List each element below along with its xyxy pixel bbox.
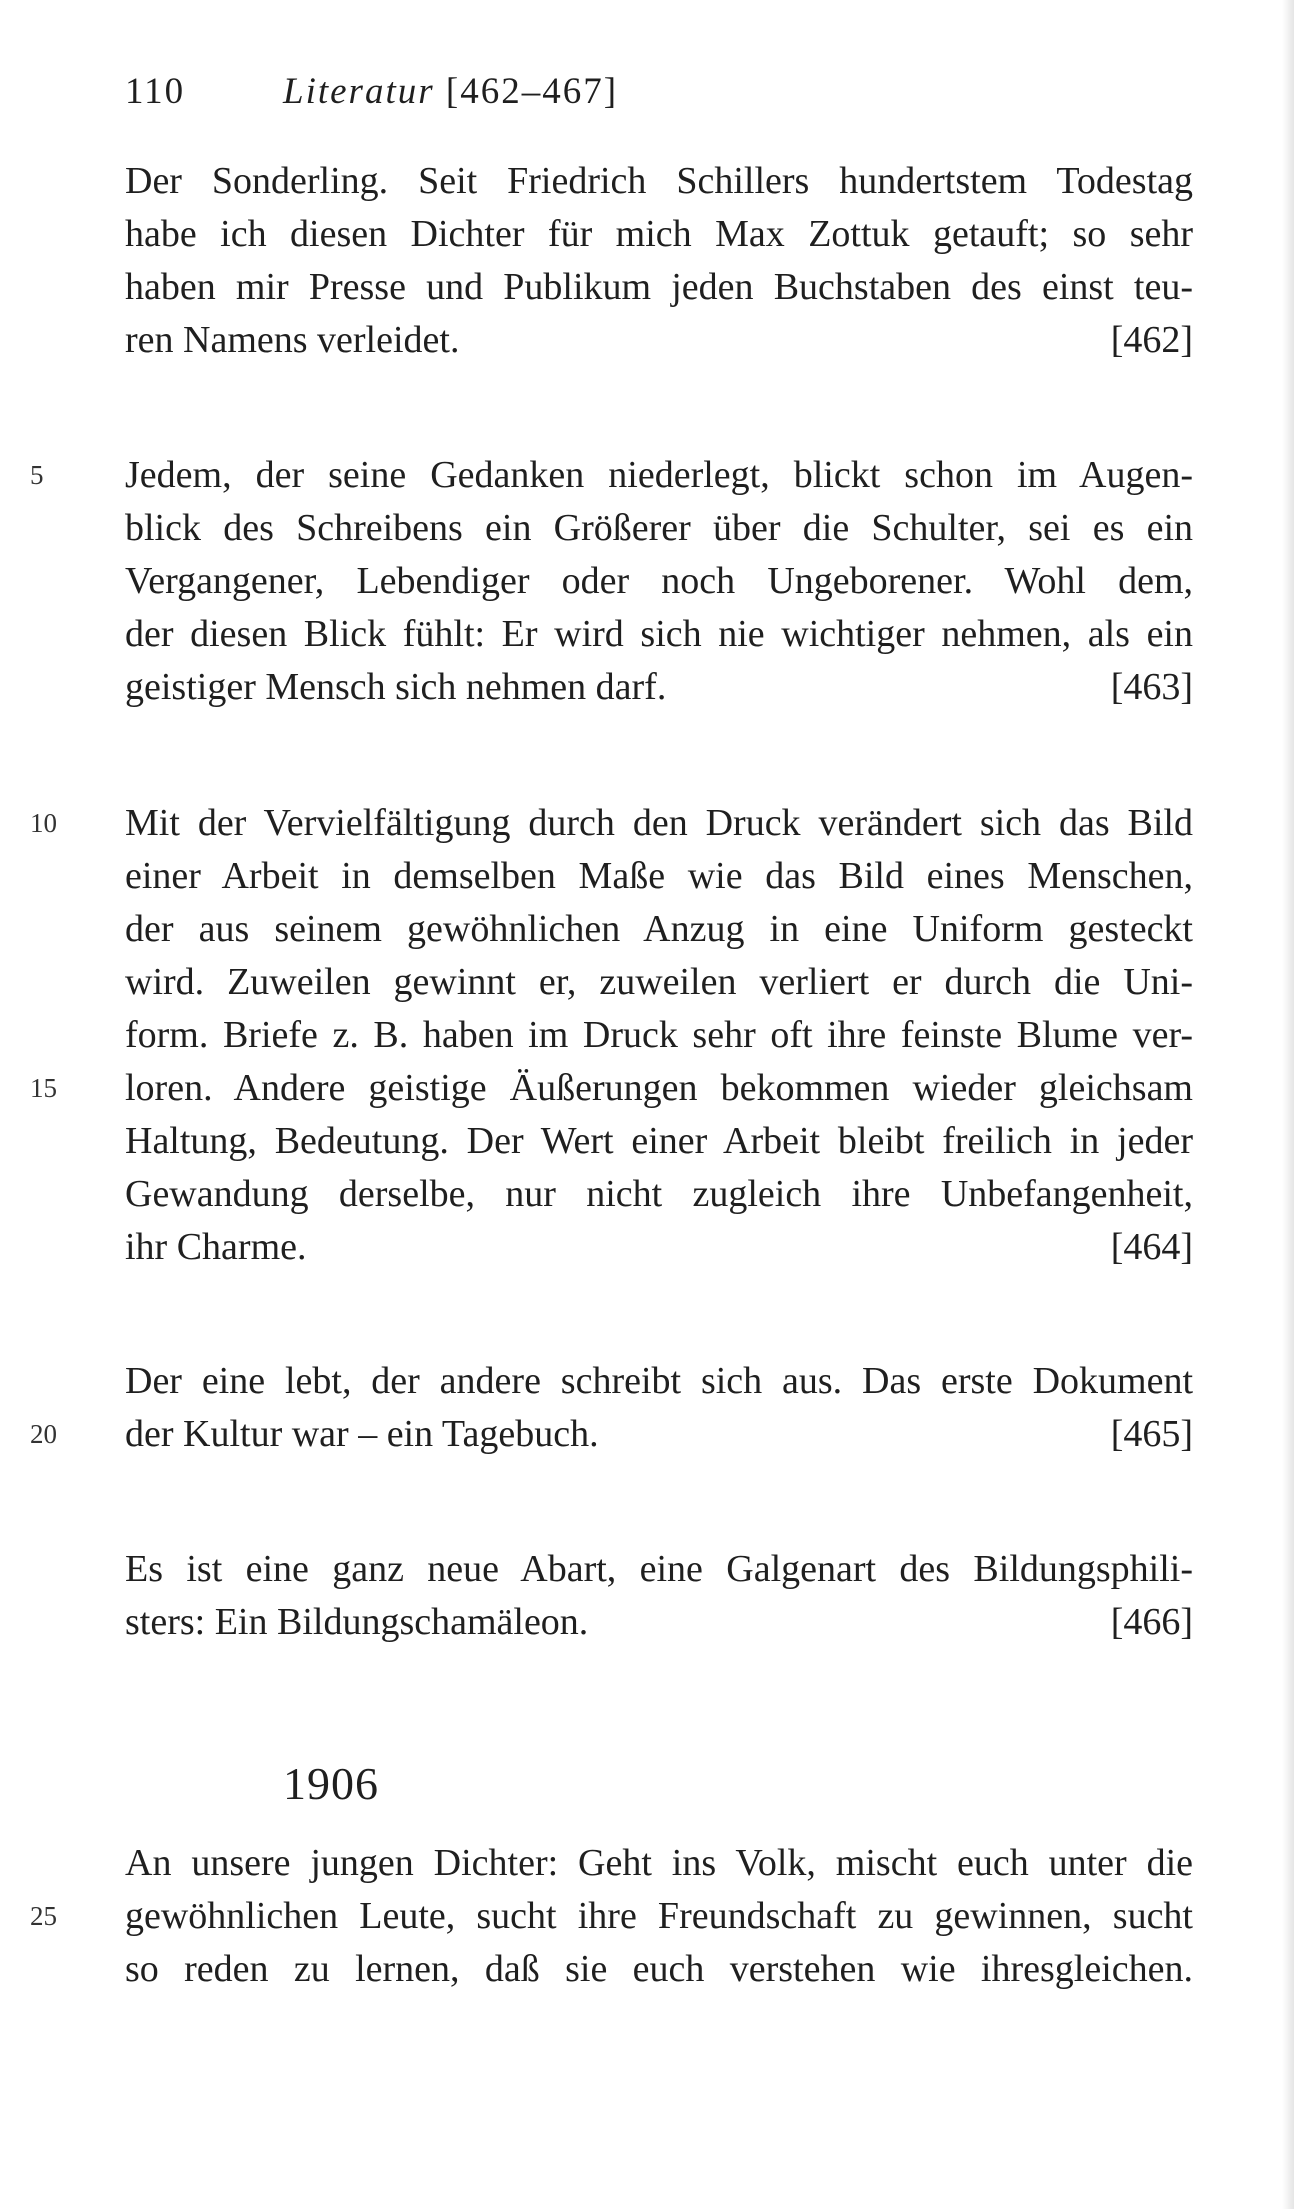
text-line: haben mir Presse und Publikum jeden Buchstaben des einst teu- — [125, 266, 1193, 308]
text-line-with-ref — [125, 1221, 1193, 1273]
aphorism-number: [464] — [1110, 1226, 1193, 1268]
text-line: so reden zu lernen, daß sie euch verstehen wie ihresgleichen. — [125, 1948, 1193, 1990]
text-line: form. Briefe z. B. haben im Druck sehr oft ihre feinste Blume ver- — [125, 1014, 1193, 1056]
line-number: 5 — [30, 460, 44, 490]
aphorism-number: [463] — [1110, 666, 1193, 708]
text-line: sters: Ein Bildungschamäleon. — [125, 1601, 589, 1643]
text-line: ren Namens verleidet. — [125, 319, 460, 361]
text-line: ihr Charme. — [125, 1226, 307, 1268]
text-line-with-ref — [125, 1408, 1193, 1460]
aphorism-number: [466] — [1110, 1601, 1193, 1643]
text-line: Haltung, Bedeutung. Der Wert einer Arbeit bleibt freilich in jeder — [125, 1120, 1193, 1162]
line-number: 20 — [30, 1419, 57, 1449]
text-line: Mit der Vervielfältigung durch den Druck verändert sich das Bild — [125, 802, 1193, 844]
page-edge-shadow — [1282, 0, 1294, 2209]
text-line: habe ich diesen Dichter für mich Max Zottuk getauft; so sehr — [125, 213, 1193, 255]
line-number: 10 — [30, 808, 57, 838]
line-number: 25 — [30, 1901, 57, 1931]
text-line: Gewandung derselbe, nur nicht zugleich ihre Unbefangenheit, — [125, 1173, 1193, 1215]
text-line: loren. Andere geistige Äußerungen bekommen wieder gleichsam — [125, 1067, 1193, 1109]
text-line: Der eine lebt, der andere schreibt sich aus. Das erste Dokument — [125, 1360, 1193, 1402]
text-line-with-ref — [125, 1596, 1193, 1648]
text-line: der diesen Blick fühlt: Er wird sich nie wichtiger nehmen, als ein — [125, 613, 1193, 655]
header-title: Literatur — [283, 71, 435, 112]
text-line: blick des Schreibens ein Größerer über die Schulter, sei es ein — [125, 507, 1193, 549]
text-line: der Kultur war – ein Tagebuch. — [125, 1413, 599, 1455]
running-header — [125, 70, 618, 113]
header-range: [462–467] — [445, 71, 619, 112]
text-line: Jedem, der seine Gedanken niederlegt, blickt schon im Augen- — [125, 454, 1193, 496]
section-year-heading: 1906 — [283, 1758, 379, 1809]
text-line: einer Arbeit in demselben Maße wie das Bild eines Menschen, — [125, 855, 1193, 897]
text-line: gewöhnlichen Leute, sucht ihre Freundschaft zu gewinnen, sucht — [125, 1895, 1193, 1937]
text-line: An unsere jungen Dichter: Geht ins Volk, mischt euch unter die — [125, 1842, 1193, 1884]
line-number: 15 — [30, 1073, 57, 1103]
text-line: Vergangener, Lebendiger oder noch Ungeborener. Wohl dem, — [125, 560, 1193, 602]
text-line: geistiger Mensch sich nehmen darf. — [125, 666, 667, 708]
aphorism-number: [462] — [1110, 319, 1193, 361]
text-line: der aus seinem gewöhnlichen Anzug in eine Uniform gesteckt — [125, 908, 1193, 950]
text-line: wird. Zuweilen gewinnt er, zuweilen verliert er durch die Uni- — [125, 961, 1193, 1003]
text-line: Der Sonderling. Seit Friedrich Schillers hundertstem Todestag — [125, 160, 1193, 202]
text-line-with-ref — [125, 661, 1193, 713]
text-line: Es ist eine ganz neue Abart, eine Galgenart des Bildungsphili- — [125, 1548, 1193, 1590]
text-line-with-ref — [125, 314, 1193, 366]
page-number: 110 — [125, 71, 186, 112]
aphorism-number: [465] — [1110, 1413, 1193, 1455]
